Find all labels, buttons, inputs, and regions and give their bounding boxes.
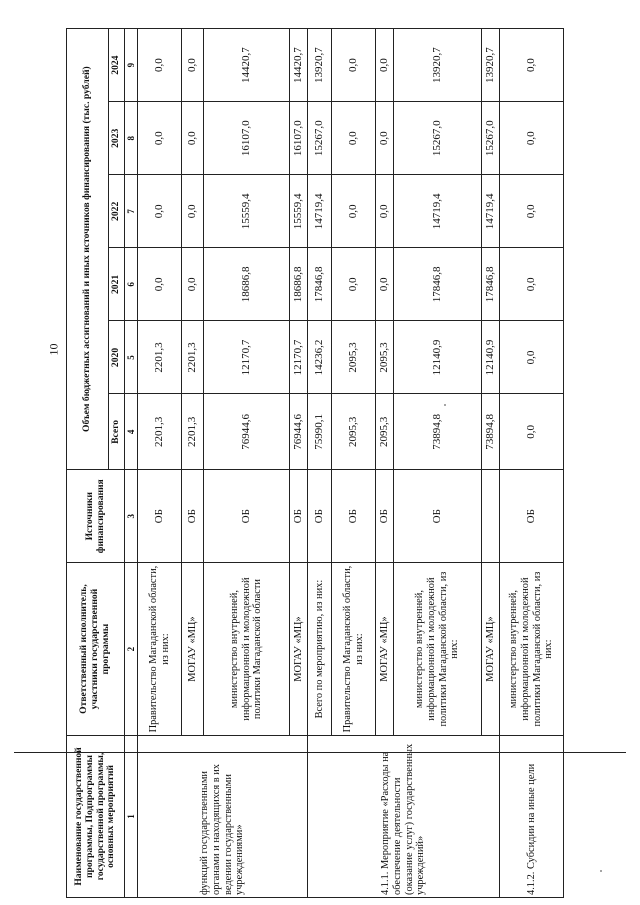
total-value-cell: 76944,6 [204, 394, 290, 470]
year-value-cell: 0,0 [500, 175, 564, 248]
year-value-cell: 0,0 [500, 102, 564, 175]
source-cell: ОБ [376, 470, 394, 563]
source-cell [482, 470, 500, 563]
executor-cell: Всего по мероприятию, из них: [308, 563, 332, 736]
year-value-cell: 13920,7 [394, 29, 482, 102]
year-value-cell: 0,0 [332, 175, 376, 248]
program-name-cell: 4.1.2. Субсидии на иные цели [500, 735, 564, 897]
year-value-cell: 12170,7 [204, 321, 290, 394]
index-cell: 5 [125, 321, 138, 394]
year-value-cell: 15267,0 [308, 102, 332, 175]
year-value-cell: 14719,4 [482, 175, 500, 248]
scan-speck [444, 404, 446, 406]
header-volume: Объем бюджетных ассигнований и иных источников финансирования (тыс. рублей) [67, 29, 109, 470]
total-value-cell: 2095,3 [332, 394, 376, 470]
table-row [138, 29, 182, 898]
year-value-cell: 18686,8 [290, 248, 308, 321]
year-value-cell: 14236,2 [308, 321, 332, 394]
executor-cell: министерство внутренней, информационной и молодежной политики Магаданской области, из них: [500, 563, 564, 736]
header-year: 2022 [109, 175, 125, 248]
program-name-cell: 4.1.1. Мероприятие «Расходы на обеспечение деятельности (оказание услуг) государственных учреждений» [308, 735, 500, 897]
total-value-cell: 76944,6 [290, 394, 308, 470]
year-value-cell: 14719,4 [308, 175, 332, 248]
executor-cell: МОГАУ «МЦ» [182, 563, 204, 736]
year-value-cell: 15267,0 [394, 102, 482, 175]
year-value-cell: 14420,7 [290, 29, 308, 102]
source-cell: ОБ [308, 470, 332, 563]
year-value-cell: 18686,8 [204, 248, 290, 321]
total-value-cell: 2201,3 [182, 394, 204, 470]
year-value-cell: 0,0 [138, 248, 182, 321]
year-value-cell: 2201,3 [182, 321, 204, 394]
total-value-cell: 0,0 [500, 394, 564, 470]
year-value-cell: 0,0 [376, 29, 394, 102]
total-value-cell: 2201,3 [138, 394, 182, 470]
executor-cell: МОГАУ «МЦ» [376, 563, 394, 736]
program-name-cell: функций государственными органами и находящихся в их ведении государственными учреждениями» [138, 735, 308, 897]
year-value-cell: 12170,7 [290, 321, 308, 394]
year-value-cell: 2201,3 [138, 321, 182, 394]
total-value-cell: 2095,3 [376, 394, 394, 470]
year-value-cell: 13920,7 [482, 29, 500, 102]
year-value-cell: 14420,7 [204, 29, 290, 102]
header-total: Всего [109, 394, 125, 470]
executor-cell: Правительство Магаданской области, из них: [332, 563, 376, 736]
header-year: 2024 [109, 29, 125, 102]
year-value-cell: 14719,4 [394, 175, 482, 248]
year-value-cell: 0,0 [500, 321, 564, 394]
year-value-cell: 0,0 [332, 29, 376, 102]
year-value-cell: 0,0 [376, 102, 394, 175]
source-cell: ОБ [394, 470, 482, 563]
year-value-cell: 13920,7 [308, 29, 332, 102]
source-cell: ОБ [332, 470, 376, 563]
year-value-cell: 15559,4 [204, 175, 290, 248]
total-value-cell: 73894,8 [482, 394, 500, 470]
index-cell: 7 [125, 175, 138, 248]
year-value-cell: 0,0 [138, 175, 182, 248]
index-cell: 6 [125, 248, 138, 321]
year-value-cell: 15267,0 [482, 102, 500, 175]
executor-cell: МОГАУ «МЦ» [290, 563, 308, 736]
year-value-cell: 12140,9 [394, 321, 482, 394]
executor-cell: министерство внутренней, информационной и молодежной политики Магаданской области [204, 563, 290, 736]
table-row [308, 29, 332, 898]
year-value-cell: 0,0 [182, 102, 204, 175]
year-value-cell: 2095,3 [376, 321, 394, 394]
source-cell: ОБ [138, 470, 182, 563]
year-value-cell: 17846,8 [308, 248, 332, 321]
year-value-cell: 17846,8 [394, 248, 482, 321]
executor-cell: министерство внутренней, информационной и молодежной политики Магаданской области, из них: [394, 563, 482, 736]
index-cell: 2 [125, 563, 138, 736]
header-year: 2023 [109, 102, 125, 175]
year-value-cell: 0,0 [500, 29, 564, 102]
source-cell: ОБ [182, 470, 204, 563]
year-value-cell: 17846,8 [482, 248, 500, 321]
year-value-cell: 0,0 [376, 248, 394, 321]
index-cell: 3 [125, 470, 138, 563]
year-value-cell: 16107,0 [290, 102, 308, 175]
bottom-rule [14, 752, 626, 753]
page-number: 10 [46, 343, 61, 356]
year-value-cell: 0,0 [376, 175, 394, 248]
year-value-cell: 0,0 [500, 248, 564, 321]
executor-cell: МОГАУ «МЦ» [482, 563, 500, 736]
year-value-cell: 0,0 [332, 248, 376, 321]
source-cell: ОБ [500, 470, 564, 563]
header-year: 2021 [109, 248, 125, 321]
index-cell: 8 [125, 102, 138, 175]
year-value-cell: 15559,4 [290, 175, 308, 248]
total-value-cell: 73894,8 [394, 394, 482, 470]
budget-table [66, 28, 564, 898]
header-source: Источники финансирования [67, 470, 125, 563]
total-value-cell: 75990,1 [308, 394, 332, 470]
year-value-cell: 0,0 [182, 29, 204, 102]
scan-speck [600, 870, 602, 872]
year-value-cell: 0,0 [332, 102, 376, 175]
budget-table-rotated [66, 28, 555, 898]
year-value-cell: 0,0 [182, 175, 204, 248]
header-year: 2020 [109, 321, 125, 394]
year-value-cell: 12140,9 [482, 321, 500, 394]
year-value-cell: 0,0 [138, 102, 182, 175]
year-value-cell: 2095,3 [332, 321, 376, 394]
table-row [500, 29, 564, 898]
year-value-cell: 0,0 [138, 29, 182, 102]
year-value-cell: 16107,0 [204, 102, 290, 175]
header-executor: Ответственный исполнитель, участники государственной программы [67, 563, 125, 736]
source-cell: ОБ [204, 470, 290, 563]
index-cell: 4 [125, 394, 138, 470]
year-value-cell: 0,0 [182, 248, 204, 321]
index-cell: 9 [125, 29, 138, 102]
header-program-name: Наименование государственной программы, Подпрограммы государственной программы, основных мероприятий [67, 735, 125, 897]
source-cell: ОБ [290, 470, 308, 563]
index-cell: 1 [125, 735, 138, 897]
executor-cell: Правительство Магаданской области, из них: [138, 563, 182, 736]
